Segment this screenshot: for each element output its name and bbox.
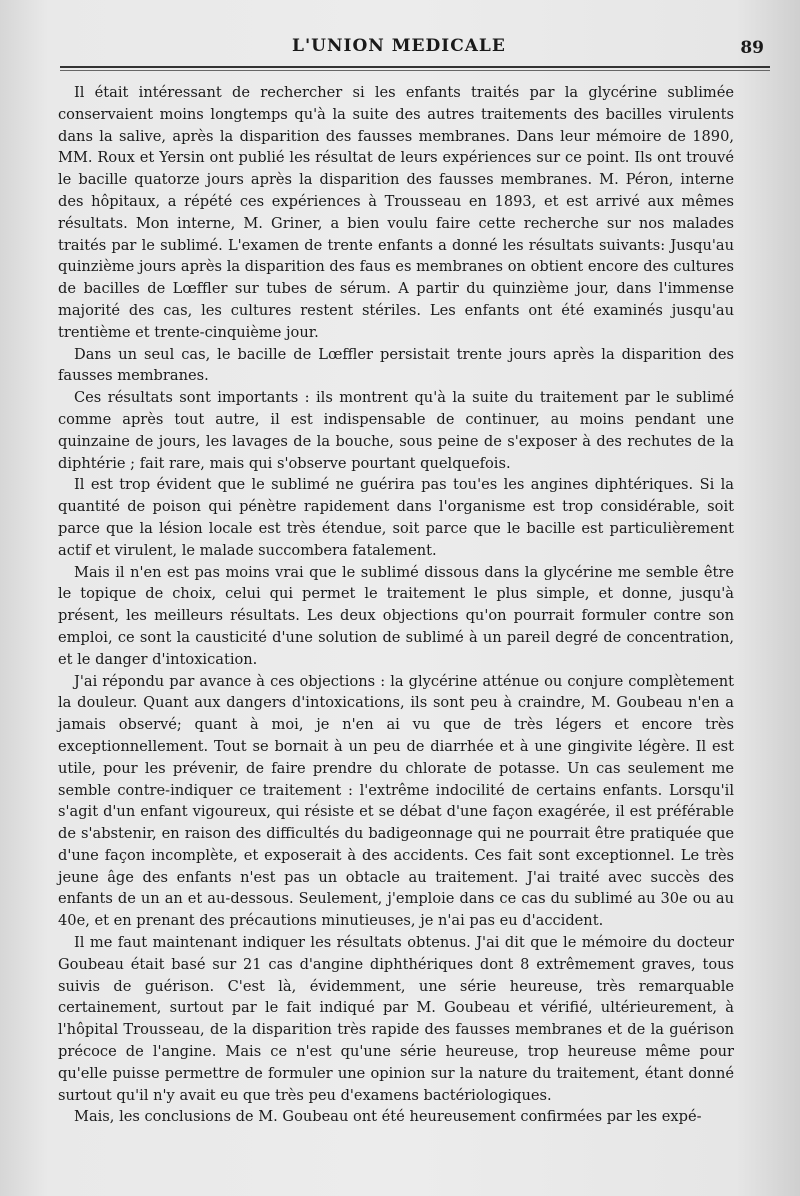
- paragraph: Il est trop évident que le sublimé ne guérira pas tou'es les angines diphtériques. Si la quantité de poison qui pénètre rapidement dans l'organisme est trop considérable, soit parce que la lésion locale est très étendue, soit parce que le bacille est particulièrement actif et virulent, le malade succombera fatalement.: [58, 476, 734, 559]
- paragraph: Dans un seul cas, le bacille de Lœffler persistait trente jours après la disparition des fausses membranes.: [58, 345, 734, 385]
- header-rule: [60, 66, 770, 68]
- paragraph: Il me faut maintenant indiquer les résultats obtenus. J'ai dit que le mémoire du docteur Goubeau était basé sur 21 cas d'angine diphthériques dont 8 extrêmement graves, tous suivis de guérison. C'est là, évidemment, une série heureuse, très remarquable certainement, surtout par le fait indiqué par M. Goubeau et vérifié, ultérieurement, à l'hôpital Trousseau, de la disparition très rapide des fausses membranes et de la guérison précoce de l'angine. Mais ce n'est qu'une série heureuse, trop heureuse même pour qu'elle puisse permettre de formuler une opinion sur la nature du traitement, étant donné surtout qu'il n'y avait eu que très peu d'examens bactériologiques.: [58, 934, 734, 1104]
- paragraph: Il était intéressant de rechercher si les enfants traités par la glycérine sublimée conservaient moins longtemps qu'à la suite des autres traitements des bacilles virulents dans la salive, après la disparition des fausses membranes. Dans leur mémoire de 1890, MM. Roux et Yersin ont publié les résultat de leurs expériences sur ce point. Ils ont trouvé le bacille quatorze jours après la disparition des fausses membranes. M. Péron, interne des hôpitaux, a répété ces expériences à Trousseau en 1893, et est arrivé aux mêmes résultats. Mon interne, M. Griner, a bien voulu faire cette recherche sur nos malades traités par le sublimé. L'examen de trente enfants a donné les résultats suivants: Jusqu'au quinzième jours après la disparition des faus es membranes on obtient encore des cultures de bacilles de Lœffler sur tubes de sérum. A partir du quinzième jour, dans l'immense majorité des cas, les cultures restent stériles. Les enfants ont été examinés jusqu'au trentième et trente-cinquième jour.: [58, 84, 734, 341]
- paragraph: Mais, les conclusions de M. Goubeau ont été heureusement confirmées par les expé-: [74, 1108, 702, 1126]
- page-number: 89: [740, 38, 764, 58]
- running-title: L'UNION MEDICALE: [292, 36, 506, 56]
- page-header: [60, 30, 770, 70]
- paragraph: J'ai répondu par avance à ces objections : la glycérine atténue ou conjure complètement la douleur. Quant aux dangers d'intoxications, ils sont peu à craindre, M. Goubeau n'en a jamais observé; quant à moi, je n'en ai vu que de très légers et encore très exceptionnellement. Tout se bornait à un peu de diarrhée et à une gingivite légère. Il est utile, pour les prévenir, de faire prendre du chlorate de potasse. Un cas seulement me semble contre-indiquer ce traitement : l'extrême indocilité de certains enfants. Lorsqu'il s'agit d'un enfant vigoureux, qui résiste et se débat d'une façon exagérée, il est préférable de s'abstenir, en raison des difficultés du badigeonnage qui ne pourrait être pratiquée que d'une façon incomplète, et exposerait à des accidents. Ces fait sont exceptionnel. Le très jeune âge des enfants n'est pas un obtacle au traitement. J'ai traité avec succès des enfants de un an et au-dessous. Seulement, j'emploie dans ce cas du sublimé au 30e ou au 40e, et en prenant des précautions minutieuses, je n'ai pas eu d'accident.: [58, 672, 734, 930]
- article-body: [58, 82, 734, 1128]
- paragraph: Mais il n'en est pas moins vrai que le sublimé dissous dans la glycérine me semble être le topique de choix, celui qui permet le traitement le plus simple, et donne, jusqu'à présent, les meilleurs résultats. Les deux objections qu'on pourrait formuler contre son emploi, ce sont la causticité d'une solution de sublimé à un pareil degré de concentration, et le danger d'intoxication.: [58, 563, 734, 668]
- paragraph: Ces résultats sont importants : ils montrent qu'à la suite du traitement par le sublimé comme après tout autre, il est indispensable de continuer, au moins pendant une quinzaine de jours, les lavages de la bouche, sous peine de s'exposer à des rechutes de la diphtérie ; fait rare, mais qui s'observe pourtant quelquefois.: [58, 389, 734, 472]
